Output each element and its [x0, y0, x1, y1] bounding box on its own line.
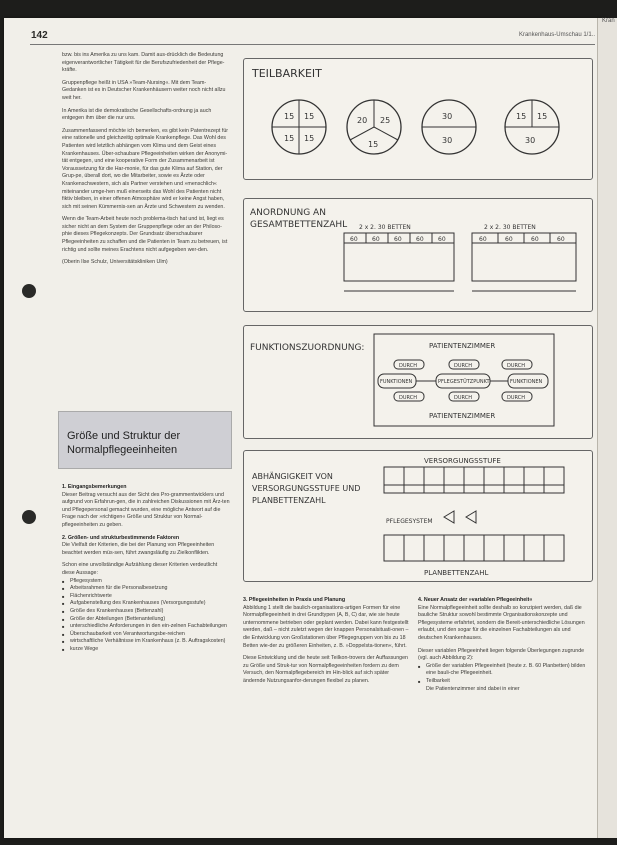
diagram-teilbarkeit [243, 58, 593, 180]
paragraph: Abbildung 1 stellt die baulich-organisations-artigen Formen für eine Normalpflegeeinheit in drei Grundtypen (A, B, C) dar, wie sie heute unternommene betrieben oder geplant werden. Dabei kann festgestellt werden, daß – nicht zuletzt wegen der knappen Personalsituati-onen – die Entwicklung von Großstationen über Pflegegruppen von bis zu 18 Betten wie-der zu größeren Einheiten, z. B. »Doppelsta-tionen«, führt. [243, 604, 409, 649]
circle-value: 15 [368, 140, 379, 149]
diagram-title-line: ABHÄNGIGKEIT VON [252, 472, 333, 481]
criteria-list [62, 578, 230, 654]
diagram-title: TEILBARKEIT [252, 67, 322, 80]
page-number: 142 [31, 30, 48, 41]
circle-value: 15 [304, 134, 315, 143]
punch-hole [22, 510, 36, 524]
circle-2-halves [422, 100, 476, 154]
paragraph: bzw. bis ins Amerika zu uns kam. Damit aus-drücklich die Bedeutung eigenverantwortlicher Tätigkeit für die Berufszufriedenheit der Pflege-kräfte. [62, 52, 225, 74]
bottom-label: PLANBETTENZAHL [424, 569, 489, 577]
left-column-article [62, 484, 230, 653]
circle-value: 15 [537, 112, 548, 121]
anordnung-figure [244, 199, 592, 311]
bottom-grid [384, 535, 564, 561]
list-item: ■ Größe des Krankenhauses (Bettenzahl) [62, 608, 230, 616]
paragraph: Dieser variablen Pflegeeinheit liegen folgende Überlegungen zugrunde (vgl. auch Abbildung 2): [418, 647, 585, 662]
diagram-title-line: VERSORGUNGSSTUFE UND [252, 484, 361, 493]
circle-value: 25 [380, 116, 391, 125]
diagram-funktionszuordnung [243, 325, 593, 439]
diagram-title-line: GESAMTBETTENZAHL [250, 220, 348, 230]
top-grid [384, 467, 564, 493]
punch-hole [22, 284, 36, 298]
circle-value: 15 [304, 112, 315, 121]
bed-row-1 [344, 233, 454, 291]
cell-value: 60 [479, 236, 487, 243]
list-item: ■ Pflegesystem [62, 578, 230, 586]
circle-value: 30 [442, 112, 453, 121]
paragraph: Gruppenpflege heißt in USA »Team-Nursing«. Mit dem Team-Gedanken ist es in Deutscher Krankenhäusern weiter noch nicht allzu weit her. [62, 79, 226, 101]
cell-value: 60 [350, 236, 358, 243]
paragraph: Schon eine unvollständige Aufzählung dieser Kriterien verdeutlicht diese Aussage: [62, 562, 218, 576]
list-item: ■ Teilbarkeit [418, 678, 588, 686]
list-item: ■ kurze Wege [62, 646, 230, 654]
list-item: ■ Überschaubarkeit von Verantwortungsbe-reichen [62, 631, 230, 639]
bottom-label: PATIENTENZIMMER [429, 412, 496, 420]
list-item: ■ Aufgabenstellung des Krankenhauses (Versorgungsstufe) [62, 600, 230, 608]
circle-value: 15 [516, 112, 527, 121]
diagram-title: FUNKTIONSZUORDNUNG: [250, 343, 365, 353]
mid-label: PFLEGESYSTEM [386, 518, 433, 525]
considerations-list [418, 663, 588, 686]
paragraph: Die Vielfalt der Kriterien, die bei der Planung von Pflegeeinheiten beachtet werden müs-sen, führt zwangsläufig zu Zielkonflikten. [62, 542, 215, 556]
left-column [62, 52, 230, 272]
top-label: VERSORGUNGSSTUFE [424, 457, 501, 465]
cell-value: 60 [394, 236, 402, 243]
paragraph: Eine Normalpflegeeinheit sollte deshalb so konzipiert werden, daß die bauliche Struktur sowohl bestimmte Organisationskonzepte und Pflegesysteme erfahrtet, sondern die Bereit-unterschiedliche Lösungen erlaubt, und den sogar für die einzelnen Fachabteilungen als und deutschen Krankenhauses. [418, 604, 585, 641]
group-label: 2 x 2. 30 BETTEN [484, 224, 536, 231]
header-rule [30, 44, 595, 45]
abhaengigkeit-figure [244, 451, 592, 581]
next-page-edge [597, 18, 617, 838]
running-title: Krankenhaus-Umschau 1/1.. [518, 32, 595, 38]
circle-mixed [505, 100, 559, 154]
center-function: PFLEGESTÜTZPUNKT [438, 379, 490, 385]
right-function: FUNKTIONEN [510, 379, 543, 385]
diagram-anordnung [243, 198, 593, 312]
right-column [418, 597, 588, 698]
cell-value: 60 [557, 236, 565, 243]
sub-box-label: DURCH [507, 395, 525, 401]
circle-value: 30 [525, 136, 536, 145]
sub-box-label: DURCH [454, 395, 472, 401]
section-heading: 2. Größen- und strukturbestimmende Faktoren [62, 534, 180, 541]
article-title: Größe und Struktur der Normalpflegeeinheiten [67, 430, 181, 456]
diagram-title-line: PLANBETTENZAHL [252, 496, 326, 505]
author-credit: (Oberin Ilse Schulz, Universitätskliniken Ulm) [62, 259, 168, 266]
list-item: ■ Arbeitsrahmen für die Personalbesetzung [62, 585, 230, 593]
list-item: ■ Größe der Abteilungen (Bettenanteilung) [62, 616, 230, 624]
funktion-figure [244, 326, 592, 438]
middle-column [243, 597, 409, 691]
paragraph: Zusammenfassend möchte ich bemerken, es gibt kein Patentrezept für eine rationelle und gleichzeitig optimale Krankenpflege. Das Wohl des Patienten wird letztlich abhängen vom Klima und dem Geist eines Krankenhauses. Über-schaubare Pflegeeinheiten wirken der Anonymi-tät entgegen, und eine kooperative Form der Zusammenarbeit ist Voraussetzung für die Har-monie, für das gute Klima auf Station, der Grup-pe, überall dort, wo die Mitarbeiter, sowie es Ärzte oder Krankenschwestern, sich als Partner verstehen und »menschlich« miteinander umge-hen muß einerseits das Wohl des Patienten nicht fiktiv bleiben, in einer offenen Atmosphäre wird er keine Angst haben, sich mit seinen Kümmernis-sen an Ärzte und Schwestern zu wenden. [62, 127, 229, 210]
paragraph: Dieser Beitrag versucht aus der Sicht des Pro-grammentwicklers und aufgrund von Erfahrun-gen, die in zahlreichen Diskussionen mit Ärz-ten und Pflegepersonal gemacht wurden, eine mögliche Antwort auf die Frage nach der »richtigen« Größe und Struktur von Normal-pflegeeinheiten zu geben. [62, 491, 230, 528]
diagram-title-line: ANORDNUNG AN [250, 208, 326, 218]
edge-running-title: Kran [602, 18, 615, 24]
circle-value: 20 [357, 116, 368, 125]
teilbarkeit-figure [244, 59, 592, 179]
paragraph: In Amerika ist die demokratische Gesellschafts-ordnung ja auch entgegen ihm über die nur uns. [62, 107, 212, 122]
cell-value: 60 [505, 236, 513, 243]
circle-value: 15 [284, 112, 295, 121]
paragraph: Wenn die Team-Arbeit heute noch problema-tisch hat und ist, liegt es sicher nicht an dem System der Gruppenpflege oder an der Philoso-phie dieses Pflegekonzepts. Der Grundsatz überschaubarer Pflegeeinheiten zu schaffen und die Patienten in Team zu betreuen, ist richtig und sollte meines Erachtens nicht aufgegeben wer-den. [62, 216, 228, 253]
cell-value: 60 [531, 236, 539, 243]
section-heading: 1. Eingangsbemerkungen [62, 484, 127, 490]
top-label: PATIENTENZIMMER [429, 342, 496, 350]
article-title-box [58, 411, 232, 469]
paragraph: Diese Entwicklung und die heute seit Teilkon-trovers der Auffassungen zu Größe und Struk-tur von Normalpflegeeinheiten fordern zu dem Versuch, den Normalpflegebereich im Hin-blick auf sich später ändernde Nutzungsanfor-derungen flexibel zu planen. [243, 655, 408, 684]
list-item: ■ Flächenrichtwerte [62, 593, 230, 601]
list-item: ■ unterschiedliche Anforderungen in den ein-zelnen Fachabteilungen [62, 623, 230, 631]
group-label: 2 x 2. 30 BETTEN [359, 224, 411, 231]
section-heading: 3. Pflegeeinheiten in Praxis und Planung [243, 597, 346, 603]
cell-value: 60 [416, 236, 424, 243]
circle-4-quarters [272, 100, 326, 154]
left-function: FUNKTIONEN [380, 379, 413, 385]
sub-box-label: DURCH [399, 363, 417, 369]
sub-box-label: DURCH [507, 363, 525, 369]
list-item: ■ wirtschaftliche Verhältnisse im Krankenhaus (z. B. Auftragskosten) [62, 638, 230, 646]
diagram-abhaengigkeit [243, 450, 593, 582]
paragraph: Die Patientenzimmer sind dabei in einer [426, 685, 520, 692]
circle-3-segments [347, 100, 401, 154]
list-item: ■ Größe der variablen Pflegeeinheit (heute z. B. 60 Planbetten) bilden eine bauli-che Pflegeeinheit. [418, 663, 588, 678]
circle-value: 15 [284, 134, 295, 143]
circle-value: 30 [442, 136, 453, 145]
bed-row-2 [472, 233, 576, 291]
cell-value: 60 [438, 236, 446, 243]
cell-value: 60 [372, 236, 380, 243]
sub-box-label: DURCH [399, 395, 417, 401]
section-heading: 4. Neuer Ansatz der »variablen Pflegeeinheit« [418, 597, 533, 603]
sub-box-label: DURCH [454, 363, 472, 369]
